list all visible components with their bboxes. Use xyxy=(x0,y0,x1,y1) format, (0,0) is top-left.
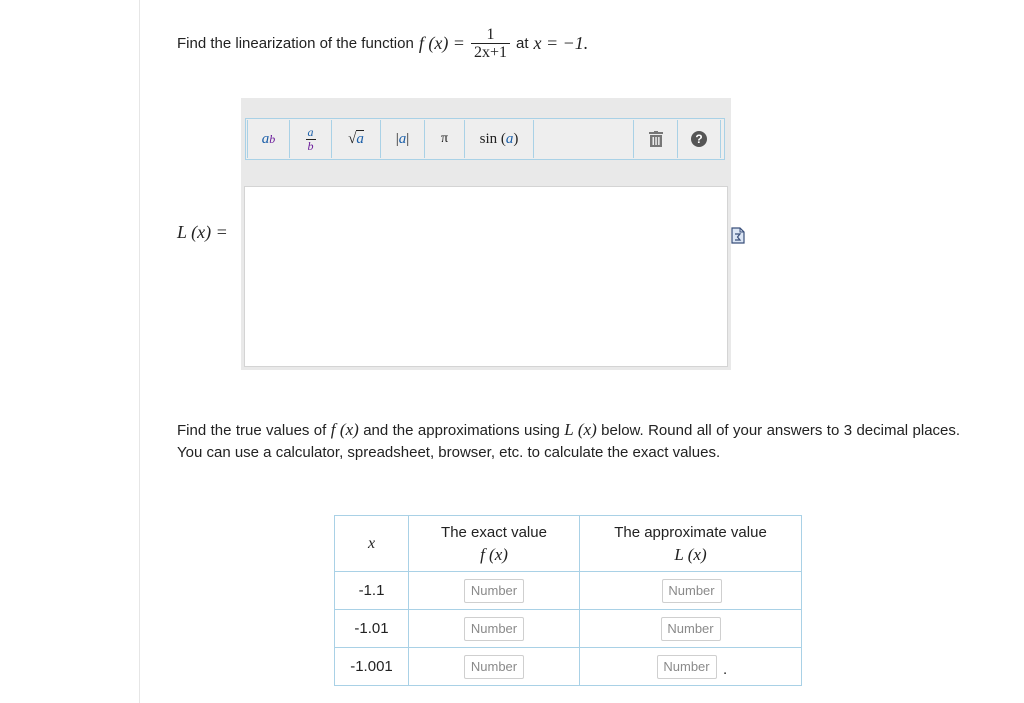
trailing-period: . xyxy=(723,661,728,678)
sin-button[interactable] xyxy=(465,120,534,158)
header-x: x xyxy=(335,516,409,572)
content-left-border xyxy=(139,0,140,703)
trash-icon xyxy=(649,131,663,147)
header-exact-label: The exact value xyxy=(441,523,547,541)
x-value: -1.01 xyxy=(335,610,409,648)
sin-close: ) xyxy=(513,130,519,147)
question-linearization xyxy=(177,26,588,61)
fraction-btn-num: a xyxy=(307,124,314,139)
point-value: x = −1. xyxy=(533,33,589,53)
header-exact xyxy=(409,516,580,572)
exact-value-input[interactable]: Number xyxy=(464,579,524,603)
values-table xyxy=(334,515,802,686)
math-toolbar xyxy=(245,118,725,160)
abs-arg: a xyxy=(398,130,407,147)
power-button[interactable] xyxy=(247,120,290,158)
trash-button[interactable] xyxy=(634,120,678,158)
header-approx-fn: L (x) xyxy=(674,544,707,564)
q2-lx: L (x) xyxy=(564,420,597,439)
approx-value-input[interactable]: Number xyxy=(661,617,721,641)
abs-open: | xyxy=(395,130,399,147)
sqrt-symbol: √ xyxy=(348,130,357,147)
header-approx-label: The approximate value xyxy=(614,523,767,541)
question-text: Find the linearization of the function xyxy=(177,35,414,52)
header-approx xyxy=(580,516,802,572)
q2-prefix: Find the true values of xyxy=(177,422,327,439)
at-text: at xyxy=(515,35,529,52)
fraction-denominator: 2x+1 xyxy=(471,43,510,61)
fraction-btn-den: b xyxy=(307,138,314,153)
q2-suffix: below. Round all of your answers to 3 decimal places. You can use a calculator, spreadsheet, browser, etc. to calculate the exact values. xyxy=(177,422,961,461)
sqrt-button[interactable] xyxy=(332,120,381,158)
x-value: -1.1 xyxy=(335,572,409,610)
q2-fx: f (x) xyxy=(330,420,359,439)
approx-value-input[interactable]: Number xyxy=(662,579,722,603)
header-exact-fn: f (x) xyxy=(480,544,508,564)
power-exponent: b xyxy=(269,131,276,146)
sqrt-arg: a xyxy=(356,131,364,147)
question-approximation xyxy=(177,419,960,464)
math-editor xyxy=(241,98,731,370)
abs-close: | xyxy=(406,130,410,147)
equation-preview-icon[interactable] xyxy=(731,227,745,249)
fraction-numerator: 1 xyxy=(486,26,495,43)
exact-value-input[interactable]: Number xyxy=(464,655,524,679)
table-header-row xyxy=(335,516,802,572)
sin-fn: sin ( xyxy=(479,130,506,147)
toolbar-spacer xyxy=(534,120,634,158)
linearization-label: L (x) = xyxy=(177,222,228,242)
pi-symbol: π xyxy=(440,131,449,146)
fraction-button[interactable] xyxy=(290,120,332,158)
sin-arg: a xyxy=(505,130,514,147)
function-lhs: f (x) = xyxy=(418,33,465,53)
exact-value-input[interactable]: Number xyxy=(464,617,524,641)
help-button[interactable] xyxy=(678,120,721,158)
approx-value-input[interactable]: Number xyxy=(657,655,717,679)
function-fraction xyxy=(471,26,510,61)
pi-button[interactable] xyxy=(425,120,465,158)
table-row xyxy=(335,610,802,648)
table-row xyxy=(335,572,802,610)
q2-middle: and the approximations using xyxy=(363,422,560,439)
power-base: a xyxy=(261,130,270,147)
x-value: -1.001 xyxy=(335,648,409,686)
table-row xyxy=(335,648,802,686)
linearization-input[interactable] xyxy=(244,186,728,367)
abs-button[interactable] xyxy=(381,120,425,158)
help-icon: ? xyxy=(691,131,707,147)
